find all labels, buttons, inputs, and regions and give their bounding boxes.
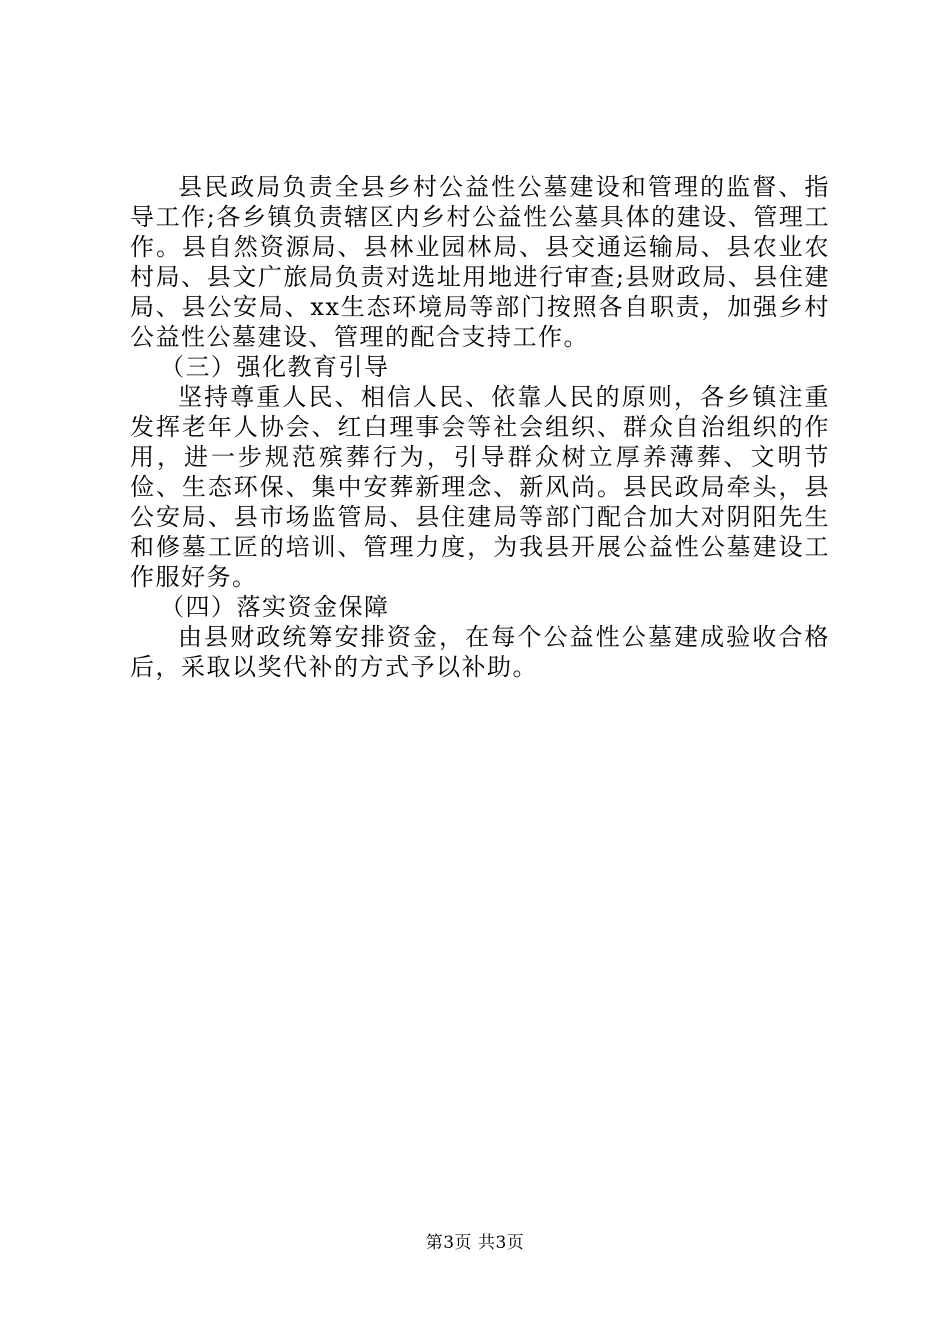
body-paragraph-funding: 由县财政统筹安排资金，在每个公益性公墓建成验收合格后，采取以奖代补的方式予以补助。 [130,623,830,681]
section-heading-funding: （四）落实资金保障 [160,593,390,621]
body-paragraph-education: 坚持尊重人民、相信人民、依靠人民的原则，各乡镇注重发挥老年人协会、红白理事会等社会组织、群众自治组织的作用，进一步规范殡葬行为，引导群众树立厚养薄葬、文明节俭、生态环保、集中安葬新理念、新风尚。县民政局牵头，县公安局、县市场监管局、县住建局等部门配合加大对阴阳先生和修墓工匠的培训、管理力度，为我县开展公益性公墓建设工作服好务。 [130,383,830,591]
page-number-footer: 第3页 共3页 [425,1233,525,1253]
section-heading-education: （三）强化教育引导 [160,353,390,381]
body-paragraph-responsibilities: 县民政局负责全县乡村公益性公墓建设和管理的监督、指导工作;各乡镇负责辖区内乡村公益性公墓具体的建设、管理工作。县自然资源局、县林业园林局、县交通运输局、县农业农村局、县文广旅局负责对选址用地进行审查;县财政局、县住建局、县公安局、xx生态环境局等部门按照各自职责，加强乡村公益性公墓建设、管理的配合支持工作。 [130,173,830,351]
document-body [130,172,830,682]
